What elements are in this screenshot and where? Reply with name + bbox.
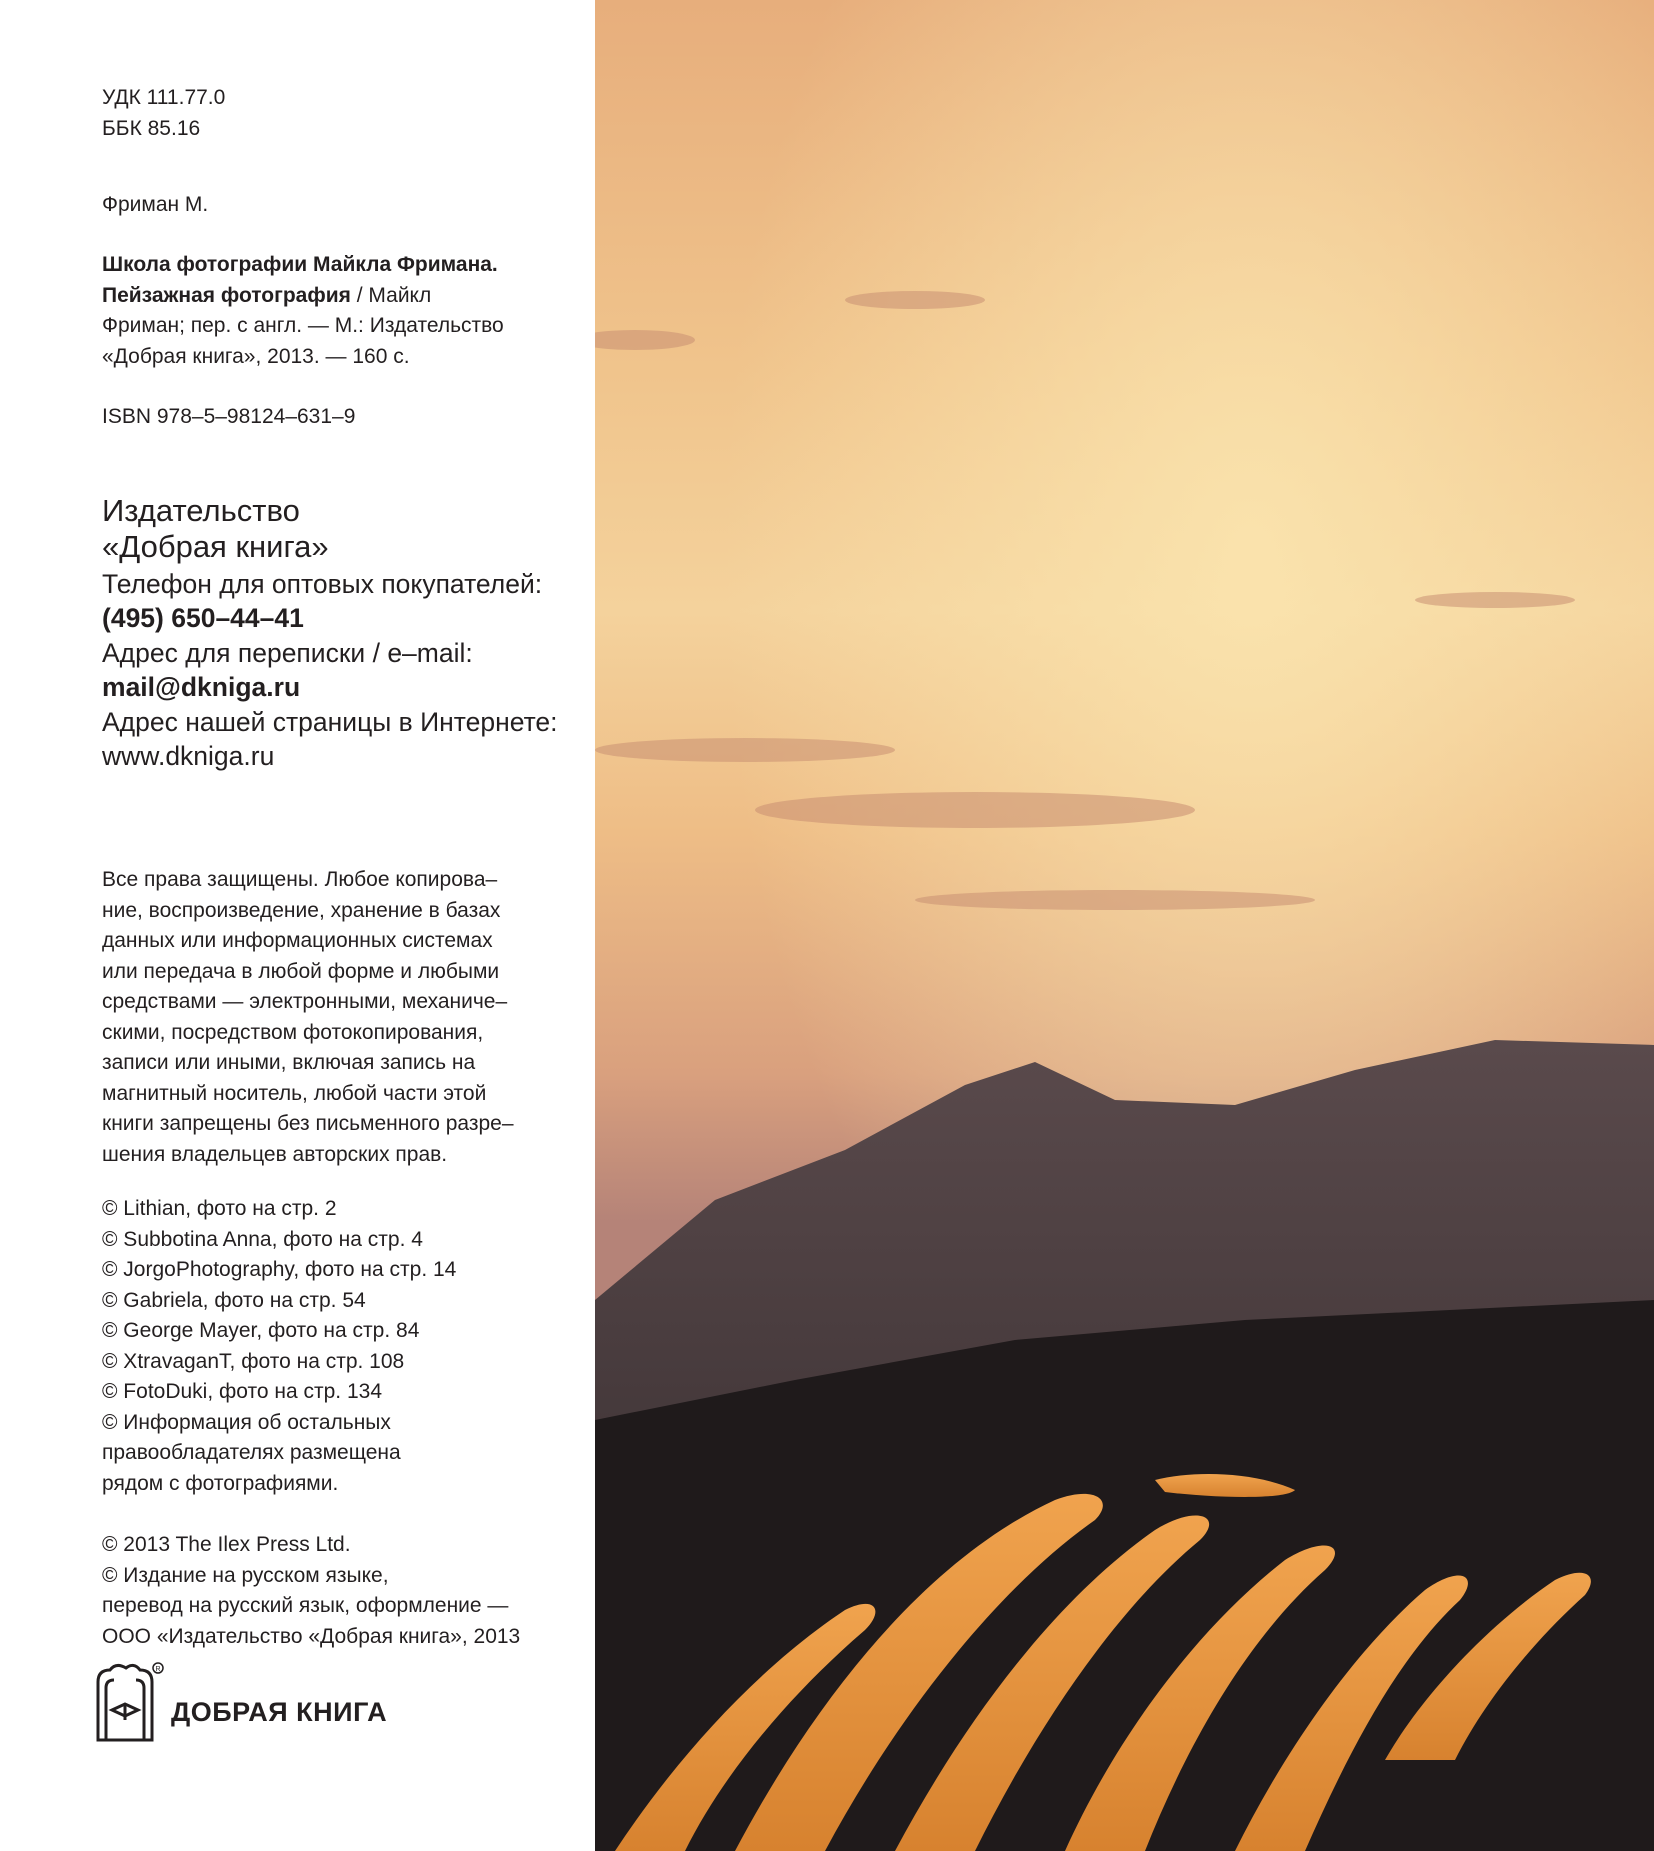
rights-line: средствами — электронными, механиче– (102, 990, 508, 1013)
author: Фриман М. (102, 193, 209, 216)
credit-line: © Lithian, фото на стр. 2 (102, 1197, 337, 1220)
publisher-block (102, 493, 582, 773)
credit-line: © JorgoPhotography, фото на стр. 14 (102, 1258, 457, 1281)
publisher-website (102, 705, 582, 773)
rights-line: Все права защищены. Любое копирова– (102, 868, 498, 891)
citation-publisher: Фриман; пер. с англ. — М.: Издательство (102, 314, 504, 337)
publisher-email (102, 636, 582, 704)
email-label: Адрес для переписки / e–mail: (102, 638, 473, 668)
publisher-logo-icon (94, 1660, 166, 1742)
rights-line: данных или информационных системах (102, 929, 493, 952)
rights-line: ние, воспроизведение, хранение в базах (102, 898, 501, 922)
svg-text:R: R (155, 1666, 161, 1673)
credit-line: © Gabriela, фото на стр. 54 (102, 1288, 366, 1312)
phone-label: Телефон для оптовых покупателей: (102, 569, 543, 599)
credit-line: © FotoDuki, фото на стр. 134 (102, 1380, 383, 1403)
credit-line: правообладателях размещена (102, 1441, 401, 1464)
photo-credits (102, 1194, 582, 1499)
copyright-notice (102, 1530, 582, 1652)
credit-line: рядом с фотографиями. (102, 1471, 339, 1495)
phone-number: (495) 650–44–41 (102, 603, 304, 633)
rights-line: шения владельцев авторских прав. (102, 1142, 448, 1166)
web-address: www.dkniga.ru (102, 741, 275, 771)
publisher-name: Издательство «Добрая книга» (102, 493, 329, 564)
rights-line: магнитный носитель, любой части этой (102, 1081, 487, 1105)
citation-year-pages: «Добрая книга», 2013. — 160 с. (102, 344, 410, 368)
rights-notice (102, 865, 582, 1170)
book-title: Школа фотографии Майкла Фримана. (102, 253, 498, 276)
isbn-number: ISBN 978–5–98124–631–9 (102, 405, 356, 428)
publisher-phone (102, 567, 582, 635)
rice-terraces-sunset-photo (595, 0, 1654, 1851)
credit-line: © Subbotina Anna, фото на стр. 4 (102, 1227, 423, 1251)
rights-line: или передача в любой форме и любыми (102, 959, 500, 983)
email-address: mail@dkniga.ru (102, 672, 301, 702)
credit-line: © XtravaganT, фото на стр. 108 (102, 1349, 405, 1373)
bibliographic-citation (102, 250, 582, 372)
web-label: Адрес нашей страницы в Интернете: (102, 707, 558, 737)
bbk-code: ББК 85.16 (102, 116, 201, 140)
isbn (102, 402, 582, 433)
rights-line: книги запрещены без письменного разре– (102, 1112, 514, 1135)
book-subtitle: Пейзажная фотография (102, 283, 351, 307)
imprint-page (0, 0, 595, 1851)
udc-code: УДК 111.77.0 (102, 86, 226, 109)
credit-line: © George Mayer, фото на стр. 84 (102, 1319, 420, 1342)
author-heading (102, 190, 582, 221)
copyright-line: перевод на русский язык, оформление — (102, 1594, 509, 1617)
copyright-line: © 2013 The Ilex Press Ltd. (102, 1533, 351, 1556)
publisher-logo-text: ДОБРАЯ КНИГА (171, 1697, 388, 1727)
rights-line: скими, посредством фотокопирования, (102, 1020, 484, 1044)
credit-line: © Информация об остальных (102, 1410, 391, 1434)
rights-line: записи или иными, включая запись на (102, 1051, 476, 1074)
copyright-line: ООО «Издательство «Добрая книга», 2013 (102, 1624, 521, 1648)
citation-author: / Майкл (350, 283, 432, 307)
classification-codes (102, 83, 582, 144)
copyright-line: © Издание на русском языке, (102, 1563, 389, 1587)
